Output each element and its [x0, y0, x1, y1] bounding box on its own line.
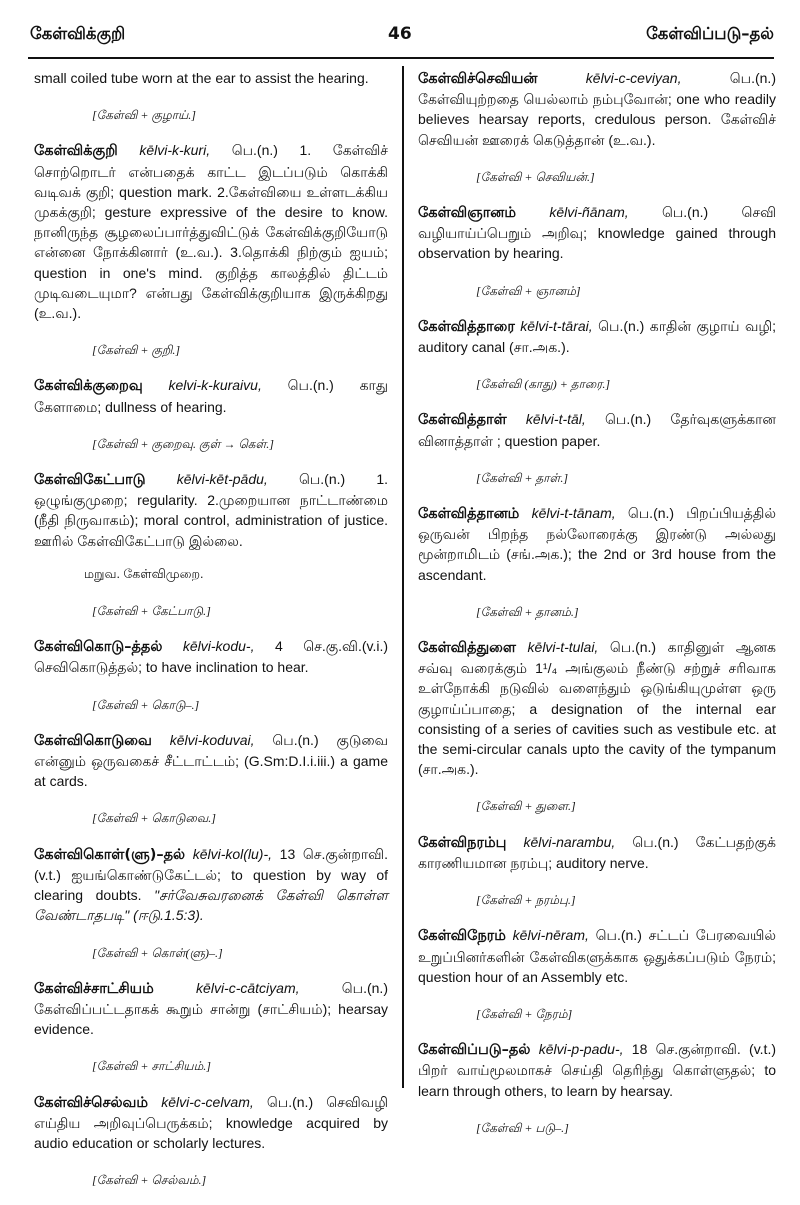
headword: கேள்வித்துளை	[418, 640, 516, 657]
headword: கேள்விகொடு–த்தல்	[34, 639, 163, 656]
transliteration: kēlvi-t-tāl,	[525, 411, 586, 428]
headword: கேள்விகொடுவை	[34, 732, 152, 749]
transliteration: kēlvi-t-tārai,	[520, 317, 593, 334]
transliteration: kēlvi-c-celvam,	[161, 1093, 254, 1110]
headword: கேள்விஞானம்	[418, 205, 517, 222]
citation-quote: "சர்வேசுவரனைக் கேள்வி கொள்ள வேண்டாதபடி" (ஈடு.1.5:3).	[34, 887, 388, 924]
left-column	[34, 68, 388, 1205]
headword: கேள்விச்செவியன்	[418, 71, 538, 87]
entry	[34, 1092, 388, 1154]
headword: கேள்விக்குறி	[34, 143, 118, 160]
header-guide-word-right: கேள்விப்படு–தல்	[646, 24, 774, 43]
transliteration: kelvi-k-kuraivu,	[168, 377, 262, 394]
entry-body: பெ.(n.) 1. கேள்விச் சொற்றொடர் என்பதைக் காட்ட இடப்படும் கொக்கி வடிவக் குறி; question mark. 2.கேள்வியை உள்ளடக்கிய முகக்குறி; gesture expressive of the desire to know. நானிருந்த சூழலைப்பார்த்துவிட்டுக் கேள்விக்குறியோடு என்னை நோக்கினார் (உ.வ.). 3.தொக்கி நிற்கும் ஐயம்; question in one's mind. குறித்த காலத்தில் திட்டம் முடிவடையுமா? என்பது கேள்விக்குறியாக இருக்கிறது (உ.வ.).	[34, 142, 388, 322]
entry	[418, 832, 776, 873]
etymology: [கேள்வி + தாள்.]	[476, 470, 569, 485]
entry-body: பெ.(n.) சட்டப் பேரவையில் உறுப்பினர்களின் கேள்விகளுக்காக ஒதுக்கப்படும் நேரம்; question hour of an Assembly etc.	[418, 927, 777, 985]
column-divider	[402, 66, 404, 1088]
synonym-note: மறுவ. கேள்விமுறை.	[84, 566, 204, 581]
entry-body: பெ.(n.) காதின் குழாய் வழி; auditory canal (சா.அக.).	[418, 317, 777, 356]
entry	[34, 978, 388, 1040]
headword: கேள்வித்தாரை	[418, 318, 515, 335]
headword: கேள்விக்குறைவு	[34, 378, 143, 395]
etymology: [கேள்வி + குறைவு. குள் → கெள்.]	[92, 436, 274, 451]
entry	[34, 636, 388, 677]
etymology: [கேள்வி + சாட்சியம்.]	[92, 1059, 211, 1074]
entry-body: 4 செ.கு.வி.(v.i.) செவிகொடுத்தல்; to have inclination to hear.	[34, 638, 389, 676]
headword: கேள்வித்தானம்	[418, 506, 520, 523]
entry	[34, 730, 388, 792]
headword: கேள்விநரம்பு	[418, 834, 507, 851]
etymology: [கேள்வி + கொள்(ளு)–.]	[92, 945, 223, 960]
etymology: [கேள்வி + கொடு–.]	[92, 697, 200, 712]
etymology: [கேள்வி (காது) + தாரை.]	[476, 377, 611, 392]
transliteration: kēlvi-ñānam,	[549, 204, 629, 221]
entry-body: பெ.(n.) செவிவழி எய்திய அறிவுப்பெருக்கம்; knowledge acquired by audio education or scholarly lectures.	[34, 1093, 388, 1151]
etymology: [கேள்வி + குறி.]	[92, 343, 181, 358]
headword: கேள்விநேரம்	[418, 928, 506, 945]
transliteration: kēlvi-t-tulai,	[527, 639, 599, 656]
headword: கேள்விகொள்(ளு)–தல்	[34, 846, 186, 863]
etymology: [கேள்வி + கொடுவை.]	[92, 811, 216, 826]
entry	[34, 375, 388, 416]
entry-body: 13 செ.குன்றாவி.(v.t.) ஐயங்கொண்டுகேட்டல்; to question by way of clearing doubts.	[34, 845, 388, 904]
entry	[418, 316, 776, 357]
transliteration: kēlvi-t-tānam,	[531, 505, 616, 522]
transliteration: kēlvi-nēram,	[512, 927, 589, 944]
entry-body: பெ.(n.) குடுவை என்னும் ஒருவகைச் சீட்டாட்டம்; (G.Sm:D.I.i.iii.) a game at cards.	[34, 731, 388, 790]
entry	[34, 469, 388, 551]
entry-body: பெ.(n.) செவி வழியாய்ப்பெறும் அறிவு; knowledge gained through observation by hearing.	[418, 204, 777, 262]
transliteration: kēlvi-kēt-pādu,	[176, 471, 268, 488]
entry-body: பெ.(n.) 1. ஒழுங்குமுறை; regularity. 2.முறையான நாட்டாண்மை (நீதி நிருவாகம்); moral control, administration of justice. ஊரில் கேள்விகேட்பாடு இல்லை.	[34, 471, 389, 549]
etymology: [கேள்வி + செல்வம்.]	[92, 1173, 207, 1188]
entry	[418, 68, 776, 150]
entry	[418, 202, 776, 264]
transliteration: kēlvi-narambu,	[523, 833, 616, 850]
etymology: [கேள்வி + தானம்.]	[476, 604, 579, 619]
etymology: [கேள்வி + நரம்பு.]	[476, 893, 576, 908]
headword: கேள்விகேட்பாடு	[34, 472, 146, 489]
entry	[34, 844, 388, 926]
transliteration: kēlvi-kol(lu)-,	[192, 845, 273, 862]
entry-body: பெ.(n.) கேட்பதற்குக் காரணியமான நரம்பு; auditory nerve.	[418, 833, 776, 871]
etymology: [கேள்வி + குழாய்.]	[92, 108, 196, 123]
entry-body: பெ.(n.) காதினுள் ஆனக சவ்வு வரைக்கும் 1¹/₄ அங்குலம் நீண்டு சற்றுச் சரிவாக உள்நோக்கி நடுவில் வளைந்தும் ஒடுங்கியுமுள்ள ஒரு குழாய்ப்பாதை; a designation of the internal ear consisting of a series of cavities such as vestibule etc. at the semi-circular canals upto the cavity of the tympanum (சா.அக.).	[418, 639, 777, 778]
entry-body: பெ.(n.) காது கேளாமை; dullness of hearing.	[34, 377, 389, 415]
entry	[418, 637, 776, 779]
etymology: [கேள்வி + படு–.]	[476, 1120, 569, 1135]
page-number: 46	[388, 24, 412, 44]
entry	[418, 1039, 776, 1101]
header-rule	[28, 57, 774, 59]
transliteration: kēlvi-k-kuri,	[139, 142, 211, 159]
headword: கேள்விச்சாட்சியம்	[34, 980, 154, 997]
headword: கேள்விச்செல்வம்	[34, 1094, 149, 1111]
transliteration: kēlvi-p-padu-,	[538, 1041, 624, 1058]
etymology: [கேள்வி + துளை.]	[476, 799, 576, 814]
headword: கேள்விப்படு–தல்	[418, 1042, 531, 1059]
entry	[418, 503, 776, 585]
entry-body: பெ.(n.) கேள்வியுற்றதை யெல்லாம் நம்புவோன்; one who readily believes hearsay reports, credulous person. கேள்விச் செவியன் ஊரைக் கெடுத்தான் (உ.வ.).	[418, 70, 776, 148]
etymology: [கேள்வி + ஞானம்]	[476, 283, 581, 298]
right-column	[418, 68, 776, 1153]
transliteration: kēlvi-c-ceviyan,	[585, 70, 682, 86]
headword: கேள்வித்தாள்	[418, 412, 507, 429]
entry	[418, 925, 776, 987]
entry	[418, 409, 776, 450]
entry-body: பெ.(n.) பிறப்பியத்தில் ஒருவன் பிறந்த நல்லோரைக்கு இரண்டு அல்லது மூன்றாமிடம் (சங்.அக.); the 2nd or 3rd house from the ascendant.	[418, 505, 776, 583]
etymology: [கேள்வி + கேட்பாடு.]	[92, 604, 211, 619]
transliteration: kēlvi-kodu-,	[182, 638, 255, 655]
header-guide-word-left: கேள்விக்குறி	[30, 24, 126, 43]
transliteration: kēlvi-koduvai,	[169, 731, 255, 748]
transliteration: kēlvi-c-cātciyam,	[196, 979, 300, 996]
entry-body: 18 செ.குன்றாவி. (v.t.) பிறர் வாய்மூலமாகச் செய்தி தெரிந்து கொள்ளுதல்; to learn through others, to learn by hearsay.	[418, 1041, 777, 1099]
entry-body: பெ.(n.) கேள்விப்பட்டதாகக் கூறும் சான்று (சாட்சியம்); hearsay evidence.	[34, 979, 388, 1038]
etymology: [கேள்வி + நேரம்]	[476, 1006, 573, 1021]
entry	[34, 140, 388, 323]
etymology: [கேள்வி + செவியன்.]	[476, 169, 595, 184]
entry-body: small coiled tube worn at the ear to assist the hearing.	[34, 70, 369, 86]
entry-body: பெ.(n.) தேர்வுகளுக்கான வினாத்தாள் ; question paper.	[418, 411, 777, 449]
continued-entry	[34, 68, 388, 88]
